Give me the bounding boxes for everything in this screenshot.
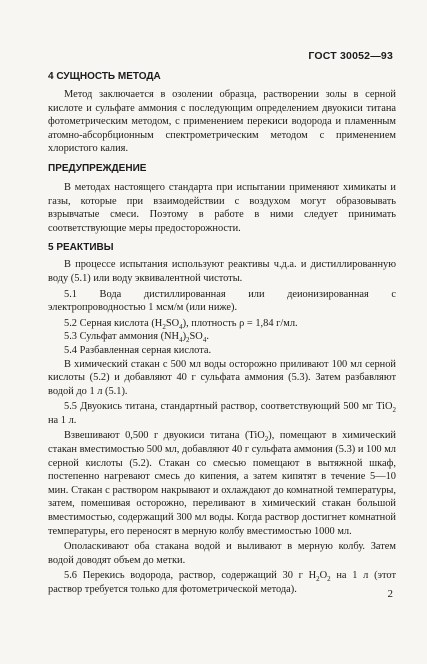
item-5-3: 5.3 Сульфат аммония $(NH_4)_2SO_4$. [64,331,209,345]
page-number: 2 [387,588,393,600]
section-5-intro: В процессе испытания используют реактивы ч.д.а. и дистиллированную воду (5.1) или воду эквивалентной чистоты. [48,259,396,284]
item-5-2: 5.2 Серная кислота $(H_2SO_4)$, плотность ρ = 1,84 г/мл. [64,317,298,331]
warning-text: В методах настоящего стандарта при испытании применяют химикаты и газы, которые при взаимодействии с воздухом могут образовывать взрывчатые смеси. Поэтому в работе в ними следует принимать соответствующие меры предосторожности. [48,181,396,234]
item-5-6: 5.6 Перекись водорода, раствор, содержащий 30 г $H_2O_2$ на 1 л (этот раствор требуется только для фотометрической метода). [48,570,396,595]
section-4-text: Метод заключается в озолении образца, растворении золы в серной кислоте и сульфате аммония с последующим определением двуокиси титана фотометрическим методом, с применением перекиси водорода и пламенным атомно-абсорбционным спектрометрическим методом с применением хлористого калия. [48,89,396,155]
item-5-5-text: Взвешивают 0,500 г двуокиси титана (TiO$_2$), помещают в химический стакан вместимостью 500 мл, добавляют 40 г сульфата аммония (5.3) и 100 мл серной кислоты (5.2). Стакан со смесью помещают в вытяжной шкаф, постепенно нагревают смесь до кипения, а затем кипятят в течение 5—10 мин. Стакан с раствором накрывают и охлаждают до комнатной температуры, затем, помешивая осторожно, переливают в химический стакан большой вместимостью, содержащий 300 мл воды. Когда раствор достигнет комнатной температуры, его переносят в мерную колбу вместимостью 1000 мл. [48,430,396,537]
warning-heading: ПРЕДУПРЕЖДЕНИЕ [48,162,147,174]
page-content [48,70,396,597]
item-5-5-rinse: Ополаскивают оба стакана водой и выливают в мерную колбу. Затем водой доводят объем до метки. [48,541,396,566]
item-5-4: 5.4 Разбавленная серная кислота. [64,344,212,356]
section-5-heading: 5 РЕАКТИВЫ [48,242,114,254]
item-5-5: 5.5 Двуокись титана, стандартный раствор, соответствующий 500 мг TiO$_2$ на 1 л. [48,401,396,426]
item-5-4-text: В химический стакан с 500 мл воды осторожно приливают 100 мл серной кислоты (5.2) и добавляют 40 г сульфата аммония (5.3). Затем разбавляют водой до 1 л (5.1). [48,358,396,397]
section-4-heading: 4 СУЩНОСТЬ МЕТОДА [48,71,161,82]
document-code: ГОСТ 30052—93 [308,50,393,62]
item-5-1: 5.1 Вода дистиллированная или деионизированная с электропроводностью 1 мсм/м (или ниже). [48,288,396,314]
